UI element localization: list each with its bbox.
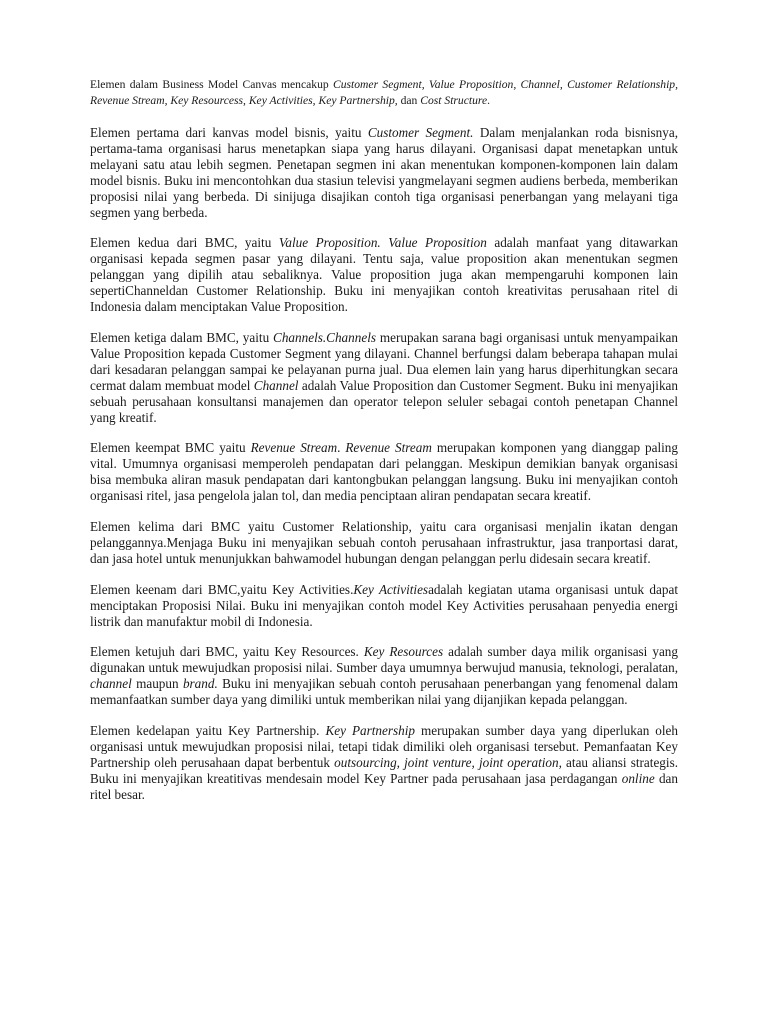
text-run: Elemen keenam dari BMC,yaitu Key Activities. bbox=[90, 581, 354, 597]
text-run: merupakan sarana bagi organisasi untuk menyampaikan Value Proposition kepada Customer Segment yang dilayani. Channel berfungsi dalam beberapa tahapan mulai dari kesadaran pelanggan sampai ke pelayanan purna jual. Dua elemen lain yang harus diperhitungkan secara cermat dalam membuat model bbox=[90, 329, 678, 393]
italic-term: outsourcing, joint venture, joint operation, bbox=[334, 754, 562, 770]
paragraph-customer-segment bbox=[90, 125, 678, 220]
text-run: merupakan komponen yang dianggap paling vital. Umumnya organisasi memperoleh pendapatan dari pelanggan. Meskipun demikian banyak organisasi bisa membuka aliran masuk pendapatan dari kantongbukan pelanggan langsung. Buku ini menyajikan contoh organisasi ritel, jasa pengelola jalan tol, dan media penciptaan aliran pendapatan secara kreatif. bbox=[90, 440, 678, 504]
italic-term: Key Resources bbox=[363, 644, 444, 660]
document-page bbox=[90, 77, 678, 818]
paragraph-intro bbox=[90, 77, 678, 108]
paragraph-channels bbox=[90, 330, 678, 425]
text-run: adalah kegiatan utama organisasi untuk dapat menciptakan Proposisi Nilai. Buku ini menyajikan contoh model Key Activities perusahaan penyedia energi listrik dan manufaktur mobil di Indonesia. bbox=[90, 581, 678, 629]
text-run: Dalam menjalankan roda bisnisnya, pertama-tama organisasi harus menetapkan siapa yang harus dilayani. Organisasi dapat menetapkan untuk melayani satu atau lebih segmen. Penetapan segmen ini akan menentukan komponen-komponen lain dalam model bisnis. Buku ini mencontohkan dua stasiun televisi yangmelayani segmen audiens berbeda, memberikan proposisi nilai yang berbeda. Di sinijuga disajikan contoh tiga organisasi penerbangan yang melayani tiga segmen yang berbeda. bbox=[90, 125, 678, 220]
italic-term: Cost Structure bbox=[420, 93, 488, 107]
paragraph-value-proposition bbox=[90, 235, 678, 315]
text-run: maupun bbox=[131, 676, 183, 692]
italic-term: channel bbox=[90, 676, 132, 692]
text-run: adalah Value Proposition dan Customer Segment. Buku ini menyajikan sebuah perusahaan konsultansi manajemen dan operator telepon seluler sebagai contoh penetapan Channel yang kreatif. bbox=[90, 377, 678, 425]
paragraph-key-activities bbox=[90, 582, 678, 630]
text-run: Elemen ketiga dalam BMC, yaitu bbox=[90, 329, 274, 345]
italic-term: Revenue Stream bbox=[250, 440, 338, 456]
text-run: Elemen dalam Business Model Canvas mencakup bbox=[90, 78, 333, 91]
paragraph-customer-relationship bbox=[90, 519, 678, 567]
text-run: . bbox=[487, 93, 491, 107]
italic-term: Customer Segment. bbox=[367, 125, 474, 140]
text-run: Elemen ketujuh dari BMC, yaitu Key Resources. bbox=[90, 644, 364, 660]
italic-term: online bbox=[621, 770, 655, 786]
paragraph-key-partnership bbox=[90, 723, 678, 803]
text-run: adalah manfaat yang ditawarkan organisasi kepada segmen pasar yang dilayani. Tentu saja, value proposition akan menentukan segmen pelanggan yang dipilih atau sebaliknya. Value proposition juga akan mempengaruhi komponen lain sepertiChanneldan Customer Relationship. Buku ini menyajikan contoh kreativitas perusahaan ritel di Indonesia dalam menciptakan Value Proposition. bbox=[90, 235, 678, 315]
text-run: Buku ini menyajikan sebuah contoh perusahaan penerbangan yang fenomenal dalam memanfaatkan sumber daya yang dimiliki untuk memberikan nilai yang dijanjikan kepada pelanggan. bbox=[90, 676, 678, 708]
text-run: merupakan sumber daya yang diperlukan oleh organisasi untuk mewujudkan proposisi nilai, tetapi tidak dimiliki oleh organisasi tersebut. Pemanfaatan Key Partnership oleh perusahaan dapat berbentuk bbox=[90, 723, 678, 770]
italic-term: Key Partnership bbox=[325, 723, 415, 739]
text-run: dan ritel besar. bbox=[90, 770, 679, 802]
italic-term: brand. bbox=[182, 676, 218, 692]
italic-term: Channel bbox=[253, 377, 299, 393]
text-run: Elemen keempat BMC yaitu bbox=[90, 440, 251, 456]
text-run: Elemen kelima dari BMC yaitu Customer Relationship, yaitu cara organisasi menjalin ikatan dengan pelanggannya.Menjaga Buku ini menyajikan sebuah contoh perusahaan infrastruktur, jasa tranportasi darat, dan jasa hotel untuk menunjukkan bahwamodel hubungan dengan pelanggan perlu didesain secara kreatif. bbox=[90, 519, 678, 566]
text-run: Elemen kedua dari BMC, yaitu bbox=[90, 235, 279, 251]
text-run: adalah sumber daya milik organisasi yang digunakan untuk mewujudkan proposisi nilai. Sumber daya umumnya berwujud manusia, teknologi, peralatan, bbox=[90, 644, 678, 676]
italic-term: Revenue Stream bbox=[345, 440, 432, 456]
paragraph-revenue-stream bbox=[90, 440, 678, 504]
paragraph-key-resources bbox=[90, 644, 678, 708]
italic-term: Value Proposition. Value Proposition bbox=[278, 235, 487, 251]
italic-term: Channels.Channels bbox=[273, 329, 376, 345]
text-run: dan bbox=[397, 93, 421, 107]
text-run: Elemen pertama dari kanvas model bisnis, yaitu bbox=[90, 125, 368, 140]
text-run: atau aliansi strategis. Buku ini menyajikan kreatitivas mendesain model Key Partner pada perusahaan jasa perdagangan bbox=[90, 754, 678, 786]
text-run: Elemen kedelapan yaitu Key Partnership. bbox=[90, 723, 326, 739]
text-run: . bbox=[337, 440, 346, 456]
italic-term: Customer Segment, Value Proposition, Channel, Customer Relationship, Revenue Stream, Key Resourcess, Key Activities, Key Partnership, bbox=[90, 78, 679, 107]
italic-term: Key Activities bbox=[353, 581, 429, 597]
